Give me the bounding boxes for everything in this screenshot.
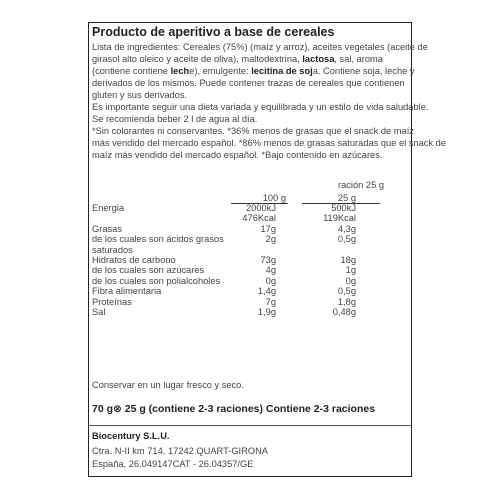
company-address: Ctra. N-II km 714. 17242 QUART-GIRONA <box>92 446 269 456</box>
allergen-lecitina: lecitina de soj <box>251 66 313 76</box>
nutrient-label: Fibra alimentaria <box>92 286 162 297</box>
nutrient-value-100g: 2000kJ <box>246 203 276 213</box>
nutrient-label: Sal <box>92 307 106 317</box>
nutrient-label: de los cuales son azúcares <box>92 265 205 276</box>
net-weight-line: 70 g⊗ 25 g (contiene 2-3 raciones) Contiene 2-3 raciones <box>92 403 376 415</box>
storage-instructions: Conservar en un lugar fresco y seco. <box>92 380 244 390</box>
nutrient-value-100g: 7g <box>265 296 276 307</box>
advice-line-1: Es importante seguir una dieta variada y equilibrada y un estilo de vida saludable. <box>92 102 429 112</box>
nutrient-label: saturados <box>92 244 133 255</box>
ingredients-line-1: Lista de ingredientes: Cereales (75%) (maíz y arroz), aceites vegetales (aceite de <box>92 42 428 52</box>
nutrient-label: de los cuales son polialcoholes <box>92 275 221 286</box>
advice-line-2: Se recomienda beber 2 l de agua al día. <box>92 114 258 124</box>
nutrient-label: Energia <box>92 203 125 213</box>
nutrient-label: Hidratos de carbono <box>92 255 176 265</box>
allergen-lactosa: lactosa <box>302 54 335 64</box>
ingredients-text: e), emulgente: <box>189 66 249 76</box>
claims-line-3: maíz más vendido del mercado español. *Bajo contenido en azúcares. <box>92 150 383 160</box>
company-name: Biocentury S.L.U. <box>92 431 170 441</box>
nutrient-value-25g: 1,8g <box>337 296 356 307</box>
portion-header: ración 25 g <box>338 180 384 190</box>
nutrient-label: de los cuales son ácidos grasos <box>92 234 224 245</box>
footer-divider <box>88 425 412 426</box>
nutrient-value-25g: 1g <box>345 265 356 276</box>
nutrient-value-100g: 4g <box>265 265 276 276</box>
nutrient-value-25g: 0,5g <box>337 286 356 297</box>
nutrient-value-100g: 1,4g <box>257 286 276 297</box>
nutrient-value-100g: 2g <box>265 234 276 245</box>
nutrient-value-25g: 0g <box>345 275 356 286</box>
product-title: Producto de aperitivo a base de cereales <box>92 25 335 39</box>
ingredients-text: girasol alto oleico y aceite de oliva), maltodextrina, <box>92 54 300 64</box>
column-header-25g: 25 g <box>337 193 356 203</box>
nutrient-label: Proteínas <box>92 296 132 307</box>
column-header-100g: 100 g <box>262 193 286 203</box>
nutrient-value-100g: 476Kcal <box>242 213 276 224</box>
allergen-lech: lech <box>170 66 190 76</box>
nutrient-value-25g: 0,5g <box>337 234 356 245</box>
nutrient-label: Grasas <box>92 223 122 234</box>
nutrient-value-25g: 119Kcal <box>323 213 356 224</box>
claims-line-2: más vendido del mercado español. *86% menos de grasas saturadas que el snack de <box>92 138 447 148</box>
nutrient-value-25g: 0,48g <box>332 307 356 317</box>
nutrient-value-100g: 73g <box>260 255 276 265</box>
ingredients-line-5: gluten y sus derivados. <box>92 90 188 100</box>
company-registry: España, 26.049147CAT - 26.04357/GE <box>92 459 254 469</box>
ingredients-line-4: derivados de los mismos. Puede contener trazas de cereales que contienen <box>92 78 405 88</box>
ingredients-text: , sal, aroma <box>334 54 383 64</box>
ingredients-text: (contiene contiene <box>92 66 168 76</box>
claims-line-1: *Sin colorantes ni conservantes. *36% menos de grasas que el snack de maíz <box>92 126 414 136</box>
nutrient-value-25g: 500kJ <box>331 203 356 213</box>
ingredients-line-3 <box>92 67 415 76</box>
ingredients-line-2 <box>92 55 383 64</box>
nutrient-value-100g: 17g <box>260 223 276 234</box>
ingredients-text: a. Contiene soja, leche y <box>312 66 415 76</box>
nutrient-value-25g: 4,3g <box>337 223 356 234</box>
nutrient-value-100g: 1,9g <box>257 307 276 317</box>
nutrient-value-100g: 0g <box>265 275 276 286</box>
nutrient-value-25g: 18g <box>340 255 356 265</box>
